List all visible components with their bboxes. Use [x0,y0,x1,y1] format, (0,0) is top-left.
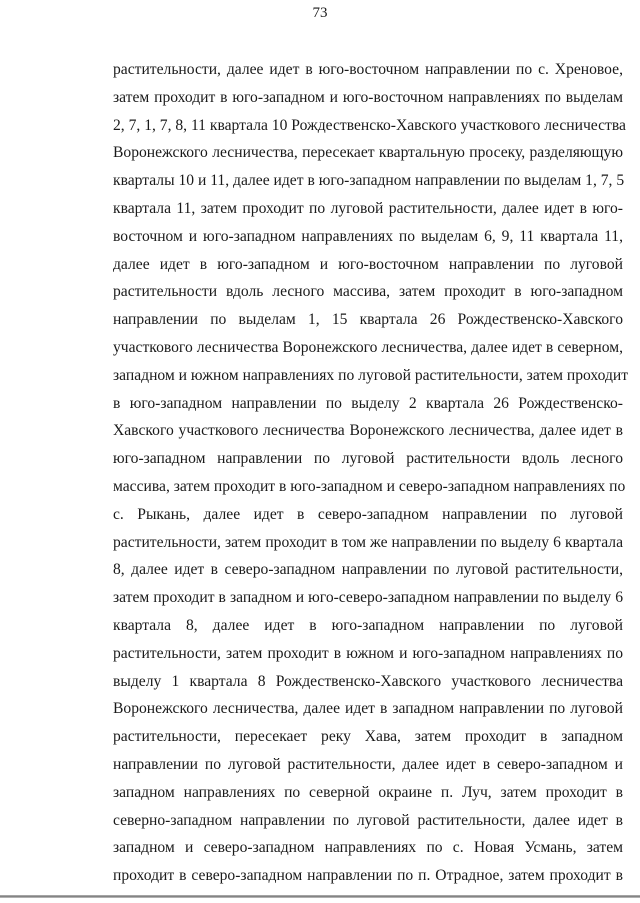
document-body [113,56,629,890]
text-line: выделу 1 квартала 8 Рождественско-Хавского участкового лесничества [113,672,623,690]
text-line: западном и южном направлениях по луговой растительности, затем проходит [113,366,629,384]
text-line: участкового лесничества Воронежского лесничества, далее идет в северном, [113,338,623,356]
text-line: направлении по луговой растительности, далее идет в северо-западном и [113,755,623,773]
text-line: растительности, далее идет в юго-восточном направлении по с. Хреновое, [113,61,623,78]
text-line: юго-западном направлении по луговой растительности вдоль лесного [113,450,623,468]
text-line: восточном и юго-западном направлениях по выделам 6, 9, 11 квартала 11, [113,227,623,245]
text-line: массива, затем проходит в юго-западном и северо-западном направлениях по [113,477,626,495]
text-line: направлении по выделам 1, 15 квартала 26 Рождественско-Хавского [113,311,623,329]
text-line: квартала 8, далее идет в юго-западном направлении по луговой [113,616,623,634]
text-line: Хавского участкового лесничества Воронежского лесничества, далее идет в [113,422,623,440]
text-line: растительности вдоль лесного массива, затем проходит в юго-западном [113,283,623,301]
text-line: проходит в северо-западном направлении по п. Отрадное, затем проходит в [113,867,623,885]
text-line: западном и северо-западном направлениях по с. Новая Усмань, затем [113,839,623,857]
text-line: кварталы 10 и 11, далее идет в юго-западном направлении по выделам 1, 7, 5 [113,172,625,190]
text-line: растительности, затем проходит в южном и юго-западном направлениях по [113,644,623,662]
text-line: квартала 11, затем проходит по луговой растительности, далее идет в юго- [113,199,623,217]
text-line: северно-западном направлении по луговой растительности, далее идет в [113,811,623,829]
page-number: 73 [312,5,328,21]
text-line: Воронежского лесничества, далее идет в западном направлении по луговой [113,700,623,718]
text-line: затем проходит в юго-западном и юго-восточном направлениях по выделам [113,88,623,106]
text-line: далее идет в юго-западном и юго-восточном направлении по луговой [113,255,623,273]
text-line: западном направлениях по северной окраине п. Луч, затем проходит в [113,783,623,801]
text-line: 8, далее идет в северо-западном направлении по луговой растительности, [113,561,623,579]
text-line: 2, 7, 1, 7, 8, 11 квартала 10 Рождественско-Хавского участкового лесничества [113,116,626,134]
text-line: растительности, затем проходит в том же направлении по выделу 6 квартала [113,533,623,551]
text-line: в юго-западном направлении по выделу 2 квартала 26 Рождественско- [113,394,623,412]
text-line: затем проходит в западном и юго-северо-западном направлении по выделу 6 [113,589,623,607]
bottom-scan-edge [0,895,640,898]
text-line: с. Рыкань, далее идет в северо-западном направлении по луговой [113,505,623,523]
text-line: растительности, пересекает реку Хава, затем проходит в западном [113,728,623,746]
text-line: Воронежского лесничества, пересекает квартальную просеку, разделяющую [113,144,623,162]
